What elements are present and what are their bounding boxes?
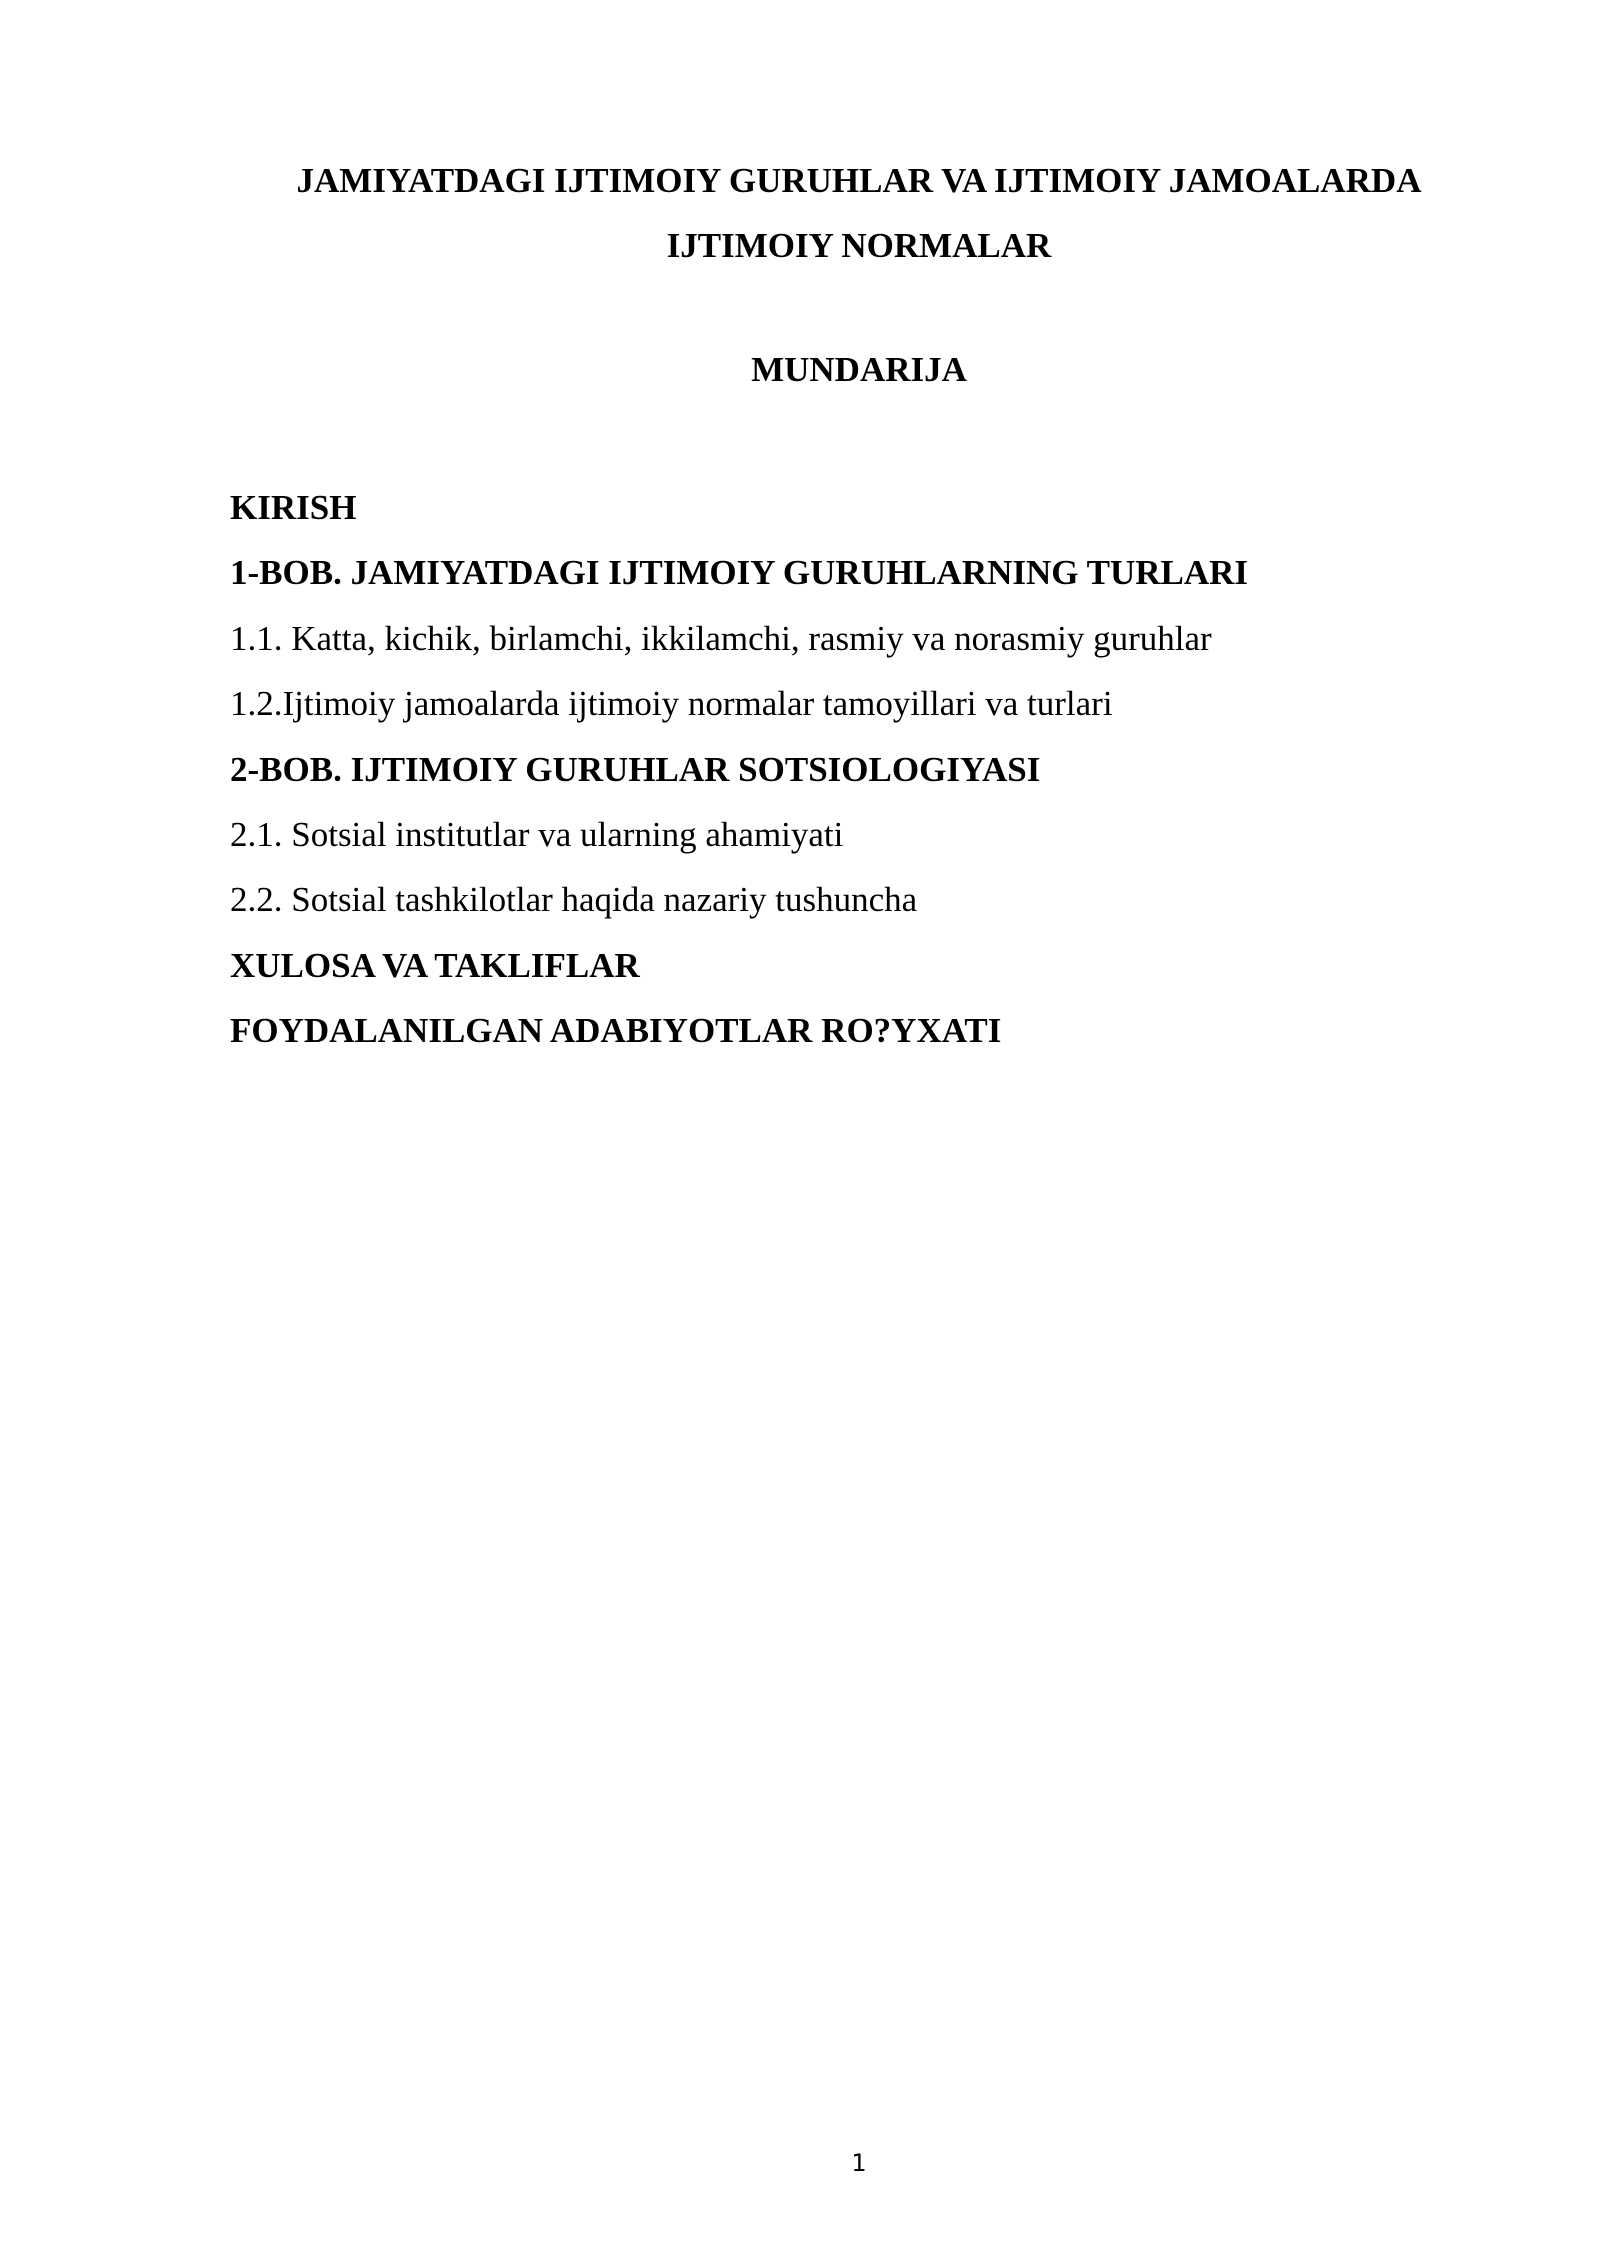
toc-entry: 2.1. Sotsial institutlar va ularning ahamiyati: [230, 814, 844, 854]
document-title-line-2: IJTIMOIY NORMALAR: [666, 226, 1052, 265]
document-title-line-1: JAMIYATDAGI IJTIMOIY GURUHLAR VA IJTIMOIY JAMOALARDA: [296, 161, 1422, 200]
toc-entry: 1.1. Katta, kichik, birlamchi, ikkilamchi, rasmiy va norasmiy guruhlar: [230, 618, 1212, 658]
table-of-contents: [230, 475, 1530, 1064]
toc-entry: FOYDALANILGAN ADABIYOTLAR RO?YXATI: [230, 1011, 1002, 1051]
toc-entry: 2-BOB. IJTIMOIY GURUHLAR SOTSIOLOGIYASI: [230, 749, 1041, 789]
document-title: [230, 148, 1488, 278]
toc-entry: KIRISH: [230, 488, 357, 527]
toc-entry: 1.2.Ijtimoiy jamoalarda ijtimoiy normalar tamoyillari va turlari: [230, 684, 1113, 724]
toc-entry: XULOSA VA TAKLIFLAR: [230, 945, 640, 985]
toc-entry: 1-BOB. JAMIYATDAGI IJTIMOIY GURUHLARNING TURLARI: [230, 553, 1249, 593]
page-number: 1: [851, 2149, 867, 2177]
toc-entry: 2.2. Sotsial tashkilotlar haqida nazariy tushuncha: [230, 880, 918, 920]
contents-heading: MUNDARIJA: [751, 350, 967, 389]
